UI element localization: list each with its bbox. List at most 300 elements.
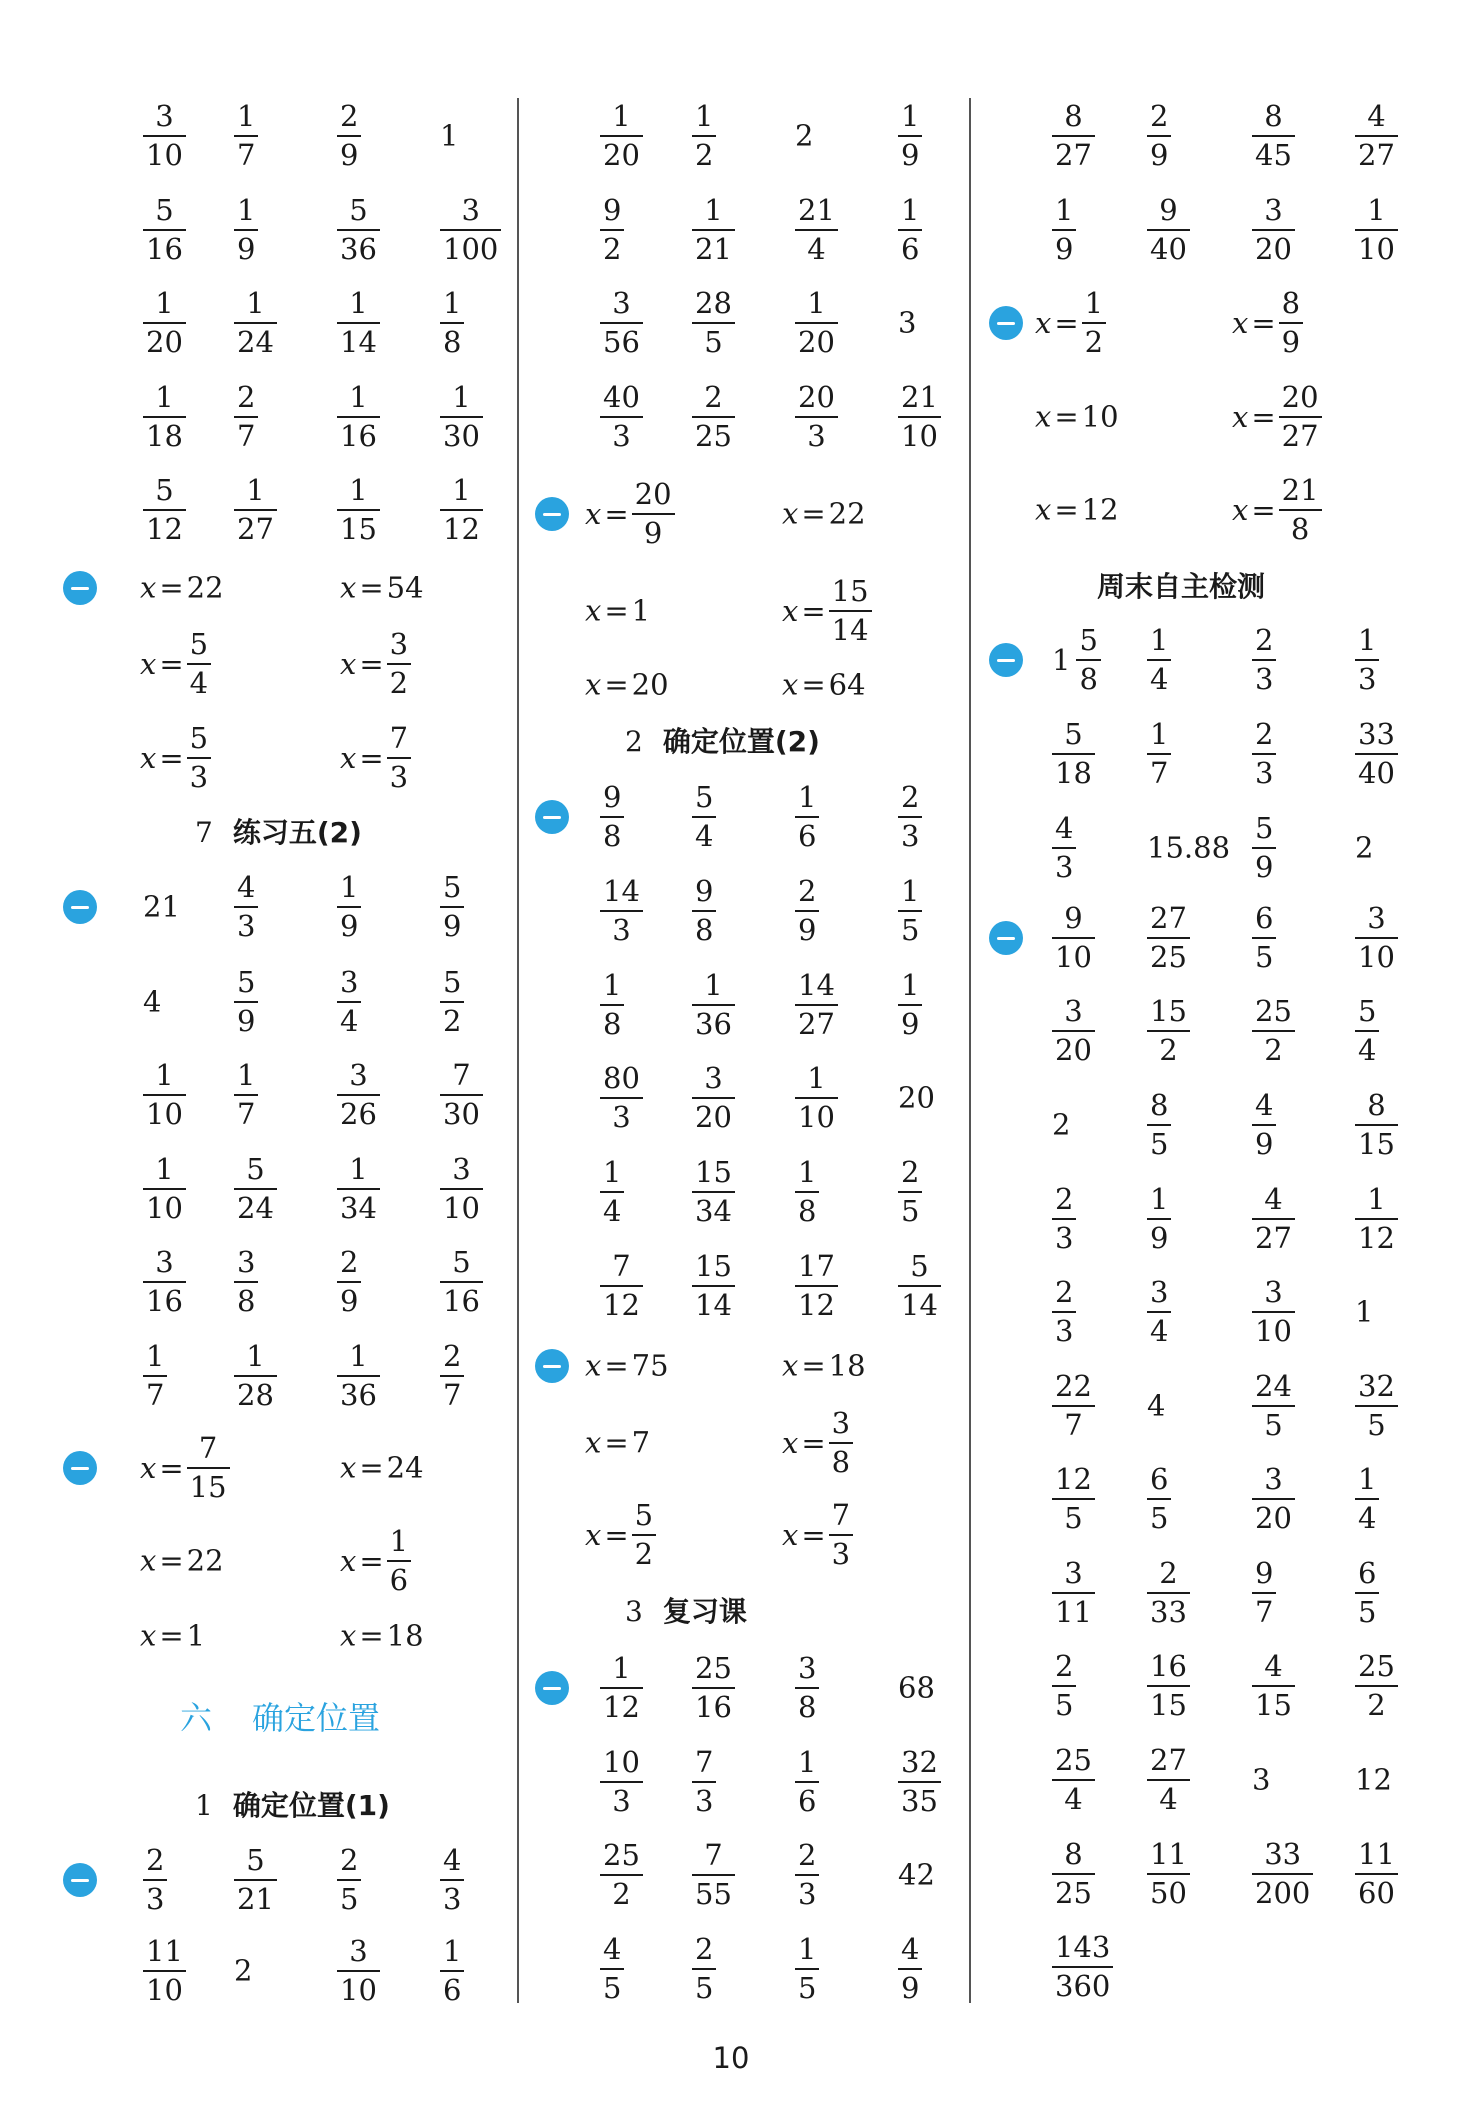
denominator: 27 [1255, 1221, 1292, 1255]
answer-value: 10 [1081, 399, 1119, 434]
answer-cell [337, 965, 361, 1038]
answer-cell [600, 380, 643, 453]
fraction [1147, 1088, 1171, 1161]
numerator: 143 [1055, 1930, 1111, 1964]
answer-value [600, 1249, 643, 1322]
answer-cell [1355, 1762, 1392, 1797]
variable: x [340, 1450, 357, 1485]
equation-answer [1035, 492, 1119, 527]
answer-cell [440, 1339, 464, 1412]
denominator: 10 [1255, 1314, 1292, 1348]
denominator: 7 [237, 1097, 256, 1131]
fraction [898, 380, 941, 453]
variable: x [140, 1543, 157, 1578]
numerator: 1 [443, 1934, 462, 1968]
denominator: 7 [237, 138, 256, 172]
answer-value [600, 780, 624, 853]
section-number: 1 [195, 1789, 213, 1822]
denominator: 25 [1055, 1876, 1092, 1910]
denominator: 20 [146, 325, 183, 359]
numerator: 21 [901, 380, 938, 414]
numerator: 1 [349, 473, 368, 507]
fraction [795, 1745, 819, 1818]
answer-cell [692, 968, 735, 1041]
fraction [1355, 717, 1398, 790]
equation [1232, 380, 1322, 453]
answer-cell [795, 874, 819, 947]
answer-value: 4 [1147, 1388, 1166, 1423]
denominator: 3 [901, 819, 920, 853]
denominator: 5 [1367, 1408, 1386, 1442]
equation [140, 1431, 230, 1504]
equation [140, 1543, 224, 1578]
fraction [1076, 623, 1100, 696]
fraction [187, 1431, 230, 1504]
answer-cell [692, 99, 716, 172]
fraction [337, 1245, 361, 1318]
denominator: 7 [443, 1378, 462, 1412]
answer-cell [1147, 901, 1190, 974]
equals-sign: = [359, 1450, 384, 1485]
answer-cell [1052, 1462, 1095, 1535]
denominator: 9 [643, 516, 663, 550]
answer-cell [1052, 901, 1095, 974]
fraction [1147, 99, 1171, 172]
numerator: 3 [612, 286, 631, 320]
fraction [1252, 623, 1276, 696]
variable: x [585, 1348, 602, 1383]
fraction [387, 627, 411, 700]
equals-sign: = [604, 496, 629, 531]
fraction [440, 1843, 464, 1916]
answer-value [143, 286, 186, 359]
answer-cell [795, 1838, 819, 1911]
denominator: 4 [807, 232, 826, 266]
numerator: 5 [1064, 717, 1083, 751]
answer-value [1052, 1930, 1113, 2003]
numerator: 7 [831, 1498, 851, 1532]
answer-value: 18 [828, 1348, 866, 1383]
answer-cell [143, 193, 186, 266]
badge-dash [997, 937, 1015, 940]
fraction [1355, 1088, 1398, 1161]
fraction [440, 1934, 464, 2007]
denominator: 16 [340, 419, 377, 453]
answer-value [337, 1152, 380, 1225]
numerator: 21 [1281, 473, 1319, 507]
denominator: 9 [237, 232, 256, 266]
numerator: 2 [340, 99, 359, 133]
numerator: 5 [1079, 623, 1098, 657]
answer-value [387, 1524, 411, 1597]
numerator: 2 [146, 1843, 165, 1877]
answer-cell [898, 99, 922, 172]
answer-cell [234, 1953, 253, 1988]
fraction [143, 1339, 167, 1412]
answer-value [143, 193, 186, 266]
answer-value [692, 193, 735, 266]
denominator: 3 [1055, 850, 1074, 884]
answer-value [1147, 1182, 1171, 1255]
answer-cell [234, 286, 277, 359]
answer-value: 15.88 [1147, 830, 1231, 865]
denominator: 25 [695, 419, 732, 453]
fraction [795, 1249, 838, 1322]
numerator: 17 [798, 1249, 835, 1283]
denominator: 3 [389, 760, 409, 794]
denominator: 10 [798, 1100, 835, 1134]
numerator: 5 [189, 721, 209, 755]
numerator: 6 [1255, 901, 1274, 935]
answer-cell [1355, 99, 1398, 172]
numerator: 1 [349, 1339, 368, 1373]
answer-cell [692, 1061, 735, 1134]
numerator: 4 [603, 1932, 622, 1966]
denominator: 40 [1358, 756, 1395, 790]
fraction [1052, 99, 1095, 172]
denominator: 3 [1255, 662, 1274, 696]
equation [782, 667, 866, 702]
fraction [600, 286, 643, 359]
denominator: 5 [340, 1882, 359, 1916]
fraction [692, 1155, 735, 1228]
numerator: 1 [612, 99, 631, 133]
answer-cell [143, 286, 186, 359]
answer-cell [1252, 193, 1295, 266]
answer-cell [898, 193, 922, 266]
numerator: 4 [1055, 811, 1074, 845]
denominator: 50 [1150, 1876, 1187, 1910]
answer-cell [1147, 1837, 1190, 1910]
fraction [1279, 380, 1322, 453]
numerator: 8 [1264, 99, 1283, 133]
answer-value [337, 965, 361, 1038]
numerator: 1 [901, 99, 920, 133]
answer-cell [795, 1155, 819, 1228]
answer-value [1052, 811, 1076, 884]
answer-value [692, 1932, 716, 2005]
answer-cell [692, 380, 735, 453]
numerator: 2 [1255, 623, 1274, 657]
answer-cell [143, 1152, 186, 1225]
denominator: 6 [443, 1973, 462, 2007]
numerator: 5 [443, 965, 462, 999]
equation-answer [1232, 286, 1303, 359]
answer-cell [234, 473, 277, 546]
answer-cell [1147, 717, 1171, 790]
fraction [692, 968, 735, 1041]
fraction [600, 99, 643, 172]
answer-value: 1 [1355, 1294, 1374, 1329]
denominator: 10 [443, 1191, 480, 1225]
answer-value [143, 1843, 167, 1916]
denominator: 3 [1055, 1221, 1074, 1255]
answer-value [1252, 1649, 1295, 1722]
numerator: 2 [798, 1838, 817, 1872]
answer-cell [1355, 830, 1374, 865]
answer-value [1355, 1556, 1379, 1629]
denominator: 8 [603, 1007, 622, 1041]
denominator: 21 [237, 1882, 274, 1916]
answer-value [795, 1651, 819, 1724]
equation-answer [1035, 399, 1119, 434]
fraction [692, 874, 716, 947]
answer-cell [337, 193, 380, 266]
numerator: 1 [237, 193, 256, 227]
fraction [440, 870, 464, 943]
fraction [1052, 901, 1095, 974]
denominator: 10 [146, 138, 183, 172]
fraction [795, 874, 819, 947]
answer-value [1147, 994, 1190, 1067]
answer-value [1147, 1462, 1171, 1535]
answer-cell [440, 286, 464, 359]
answer-cell [1147, 1462, 1171, 1535]
fraction [234, 965, 258, 1038]
fraction [795, 1155, 819, 1228]
badge-dash [543, 513, 561, 516]
variable: x [1035, 399, 1052, 434]
answer-value [1279, 380, 1322, 453]
equation [782, 1498, 853, 1571]
answer-value [600, 1061, 643, 1134]
numerator: 5 [246, 1152, 265, 1186]
equation [340, 721, 411, 794]
answer-cell [143, 473, 186, 546]
denominator: 3 [1358, 662, 1377, 696]
answer-cell [1252, 1182, 1295, 1255]
numerator: 3 [340, 965, 359, 999]
answer-value [795, 1932, 819, 2005]
denominator: 27 [1281, 419, 1319, 453]
denominator: 10 [1358, 940, 1395, 974]
section-badge-icon [63, 1863, 97, 1897]
denominator: 6 [901, 232, 920, 266]
section-badge-icon [535, 497, 569, 531]
answer-value [795, 193, 838, 266]
answer-cell [1052, 1275, 1076, 1348]
answer-cell [1052, 1649, 1076, 1722]
numerator: 2 [1159, 1556, 1178, 1590]
equation [340, 1524, 411, 1597]
answer-cell [1252, 1369, 1295, 1442]
denominator: 16 [443, 1284, 480, 1318]
answer-value [1279, 473, 1322, 546]
denominator: 5 [704, 325, 723, 359]
answer-cell [1252, 717, 1276, 790]
answer-cell [1355, 623, 1379, 696]
answer-value [600, 380, 643, 453]
numerator: 21 [798, 193, 835, 227]
fraction [1279, 286, 1303, 359]
answer-cell [1052, 1182, 1076, 1255]
denominator: 3 [798, 1877, 817, 1911]
answer-cell [1355, 994, 1379, 1067]
denominator: 7 [237, 419, 256, 453]
fraction [632, 477, 675, 550]
answer-value [187, 721, 211, 794]
fraction [795, 1838, 819, 1911]
numerator: 15 [1150, 994, 1187, 1028]
answer-value: 68 [898, 1670, 935, 1705]
fraction [1147, 623, 1171, 696]
fraction [143, 1843, 167, 1916]
denominator: 27 [798, 1007, 835, 1041]
section-badge-icon [989, 306, 1023, 340]
answer-value [234, 193, 258, 266]
answer-value [1252, 99, 1295, 172]
denominator: 10 [901, 419, 938, 453]
equals-sign: = [359, 570, 384, 605]
fraction [795, 193, 838, 266]
numerator: 4 [901, 1932, 920, 1966]
answer-cell [898, 874, 922, 947]
equals-sign: = [159, 1450, 184, 1485]
denominator: 8 [237, 1284, 256, 1318]
answer-cell [1052, 623, 1101, 696]
denominator: 15 [189, 1470, 227, 1504]
answer-value [440, 193, 501, 266]
equation-answer [585, 593, 651, 628]
answer-value [337, 1934, 380, 2007]
fraction [898, 968, 922, 1041]
equation-answer [140, 627, 211, 700]
answer-value [692, 286, 735, 359]
answer-value [1252, 1837, 1313, 1910]
section-number: 2 [625, 725, 643, 758]
section-title: 复习课 [662, 1595, 747, 1628]
fraction [898, 1155, 922, 1228]
denominator: 20 [1255, 232, 1292, 266]
numerator: 3 [349, 1058, 368, 1092]
denominator: 60 [1358, 1876, 1395, 1910]
fraction [440, 1058, 483, 1131]
fraction [600, 1061, 643, 1134]
section-title: 周末自主检测 [1097, 570, 1266, 603]
answer-value [1355, 623, 1379, 696]
answer-cell [795, 1745, 819, 1818]
answer-value [1052, 1462, 1095, 1535]
denominator: 3 [695, 1784, 714, 1818]
answer-value: 75 [631, 1348, 669, 1383]
fraction [829, 574, 872, 647]
fraction [337, 1843, 361, 1916]
answer-value [692, 874, 716, 947]
answer-value [692, 99, 716, 172]
equals-sign: = [359, 646, 384, 681]
fraction [440, 193, 501, 266]
fraction [600, 780, 624, 853]
section-heading [625, 720, 820, 760]
answer-value [795, 1745, 819, 1818]
fraction [600, 968, 624, 1041]
numerator: 20 [798, 380, 835, 414]
answer-cell [1355, 1649, 1398, 1722]
answer-cell [600, 780, 624, 853]
fraction [1147, 1182, 1171, 1255]
denominator: 34 [340, 1191, 377, 1225]
denominator: 5 [798, 1971, 817, 2005]
answer-value [440, 380, 483, 453]
answer-value [337, 1058, 380, 1131]
numerator: 7 [612, 1249, 631, 1283]
answer-value: 2 [234, 1953, 253, 1988]
denominator: 36 [340, 1378, 377, 1412]
equation-answer [140, 1618, 206, 1653]
answer-cell [440, 380, 483, 453]
numerator: 5 [695, 780, 714, 814]
numerator: 1 [155, 1152, 174, 1186]
numerator: 80 [603, 1061, 640, 1095]
answer-value [1147, 1088, 1171, 1161]
answer-cell [692, 874, 716, 947]
equation-answer [340, 570, 424, 605]
fraction [1052, 717, 1095, 790]
fraction [337, 473, 380, 546]
answer-value [1355, 193, 1398, 266]
fraction [1147, 717, 1171, 790]
denominator: 15 [340, 512, 377, 546]
denominator: 3 [612, 419, 631, 453]
answer-value [234, 870, 258, 943]
unit-title [180, 1693, 380, 1739]
numerator: 5 [237, 965, 256, 999]
numerator: 11 [1150, 1837, 1187, 1871]
equals-sign: = [604, 1517, 629, 1552]
answer-cell [1252, 811, 1276, 884]
answer-value [692, 1155, 735, 1228]
equation-answer [140, 1543, 224, 1578]
fraction [1252, 1837, 1313, 1910]
numerator: 1 [1150, 717, 1169, 751]
equation-answer [140, 721, 211, 794]
numerator: 9 [1255, 1556, 1274, 1590]
variable: x [585, 496, 602, 531]
mixed-number [1052, 623, 1101, 696]
denominator: 2 [612, 1877, 631, 1911]
fraction [1052, 811, 1076, 884]
variable: x [340, 570, 357, 605]
numerator: 2 [798, 874, 817, 908]
fraction [795, 968, 838, 1041]
answer-cell [795, 286, 838, 359]
answer-value [234, 1843, 277, 1916]
equation [585, 593, 651, 628]
denominator: 11 [1055, 1595, 1092, 1629]
answer-value [795, 1061, 838, 1134]
answer-cell [600, 874, 643, 947]
numerator: 3 [1150, 1275, 1169, 1309]
equation-answer [585, 1425, 651, 1460]
answer-value: 18 [386, 1618, 424, 1653]
answer-value [234, 99, 258, 172]
fraction [1252, 717, 1276, 790]
equation [782, 1406, 853, 1479]
fraction [1147, 1275, 1171, 1348]
numerator: 5 [155, 473, 174, 507]
variable: x [1232, 305, 1249, 340]
numerator: 1 [1150, 1182, 1169, 1216]
equation-answer [585, 1498, 656, 1571]
answer-value [795, 380, 838, 453]
section-badge-icon [535, 1671, 569, 1705]
answer-value [440, 286, 464, 359]
denominator: 2 [634, 1537, 654, 1571]
equation-answer [340, 1618, 424, 1653]
numerator: 3 [1264, 1462, 1283, 1496]
answer-cell [143, 380, 186, 453]
badge-dash [71, 906, 89, 909]
